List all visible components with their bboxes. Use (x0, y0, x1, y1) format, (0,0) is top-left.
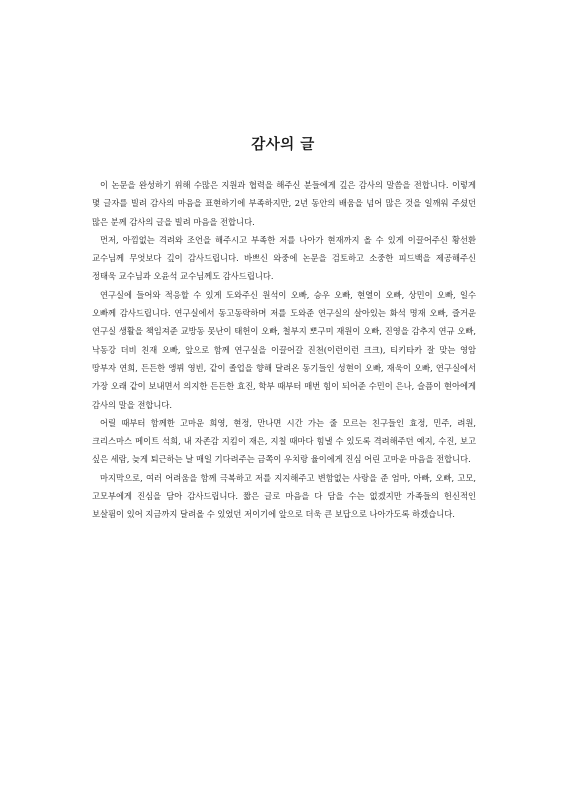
paragraph-2: 먼저, 아낌없는 격려와 조언을 해주시고 부족한 저를 나아가 현재까지 올 수 있게 이끌어주신 황선환 교수님께 무엇보다 깊이 감사드립니다. 바쁘신 와중에 논문을 검토하고 소중한 피드백을 제공해주신 정태욱 교수님과 오윤석 교수님께도 감사드립니다. (92, 234, 476, 282)
page-title: 감사의 글 (251, 136, 315, 153)
paragraph-3: 연구실에 들어와 적응할 수 있게 도와주신 원석이 오빠, 승우 오빠, 현열이 오빠, 상민이 오빠, 일수 오빠께 감사드립니다. 연구실에서 동고동락하며 저를 도와준 연구실의 살아있는 화석 명재 오빠, 즐거운 연구실 생활을 책임져준 교방동 못난이 태헌이 오빠, 철부지 뽀구미 재원이 오빠, 진영을 감추지 연규 오빠, 낙동강 더비 친재 오빠, 앞으로 함께 연구실을 이끌어갈 진천(이런이런 크크), 티키타카 잘 맞는 영암 땅부자 연희, 든든한 앵뷔 영빈, 같이 졸업을 향해 달려온 동기들인 성현이 오빠, 재욱이 오빠, 연구실에서 가장 오래 같이 보내면서 의지한 든든한 효진, 학부 때부터 매번 힘이 되어준 수민이 은나, 슬픔이 현아에게 감사의 말을 전합니다. (92, 289, 476, 410)
paragraph-4: 어릴 때부터 함께한 고마운 희영, 현정, 만나면 시간 가는 줄 모르는 친구들인 효정, 민주, 려원, 크리스마스 메이트 석희, 내 자존감 지킴이 재은, 지칠 때마다 힘낼 수 있도록 격려해주던 예지, 수진, 보고 싶은 세람, 늦게 퇴근하는 날 매일 기다려주는 금쪽이 우치랑 율이에게 진심 어린 고마운 마음을 전합니다. (92, 417, 476, 465)
document-body (92, 176, 476, 524)
paragraph-5: 마지막으로, 여러 어려움을 함께 극복하고 저를 지지해주고 변함없는 사랑을 준 엄마, 아빠, 오빠, 고모, 고모부에게 진심을 담아 감사드립니다. 짧은 글로 마음을 다 담을 수는 없겠지만 가족들의 헌신적인 보살핌이 있어 지금까지 달려올 수 있었던 저이기에 앞으로 더욱 큰 보답으로 나아가도록 하겠습니다. (92, 472, 476, 520)
paragraph-1: 이 논문을 완성하기 위해 수많은 지원과 협력을 해주신 분들에게 깊은 감사의 말씀을 전합니다. 이렇게 몇 글자를 빌려 감사의 마음을 표현하기에 부족하지만, 2년 동안의 배움을 넘어 많은 것을 일깨워 주셨던 많은 분께 감사의 글을 빌려 마음을 전합니다. (92, 180, 476, 227)
